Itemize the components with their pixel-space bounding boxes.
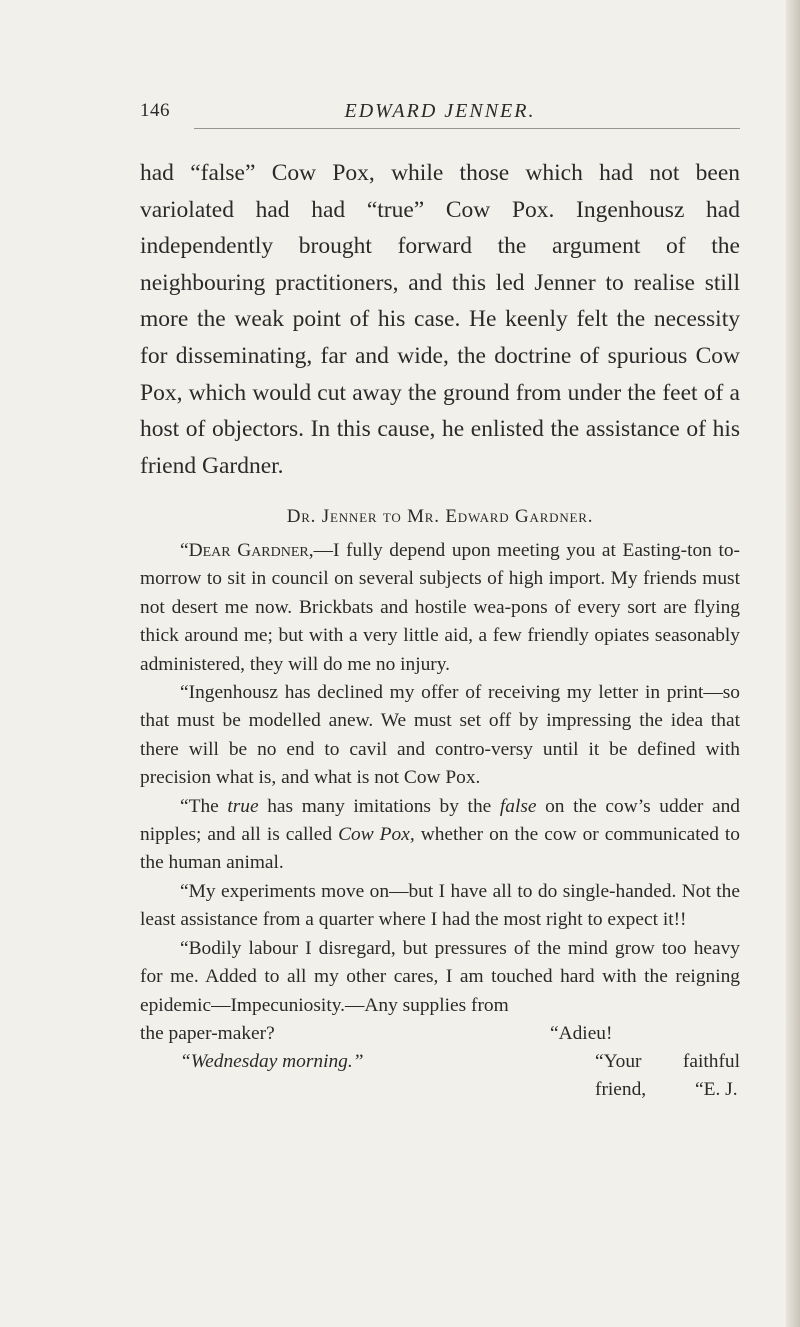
letter-paragraph-1 (140, 537, 740, 679)
p3-true-italic: true (227, 795, 259, 817)
page-number: 146 (140, 100, 170, 121)
letter-paragraph-1-text: —I fully depend upon meeting you at Easting-ton to-morrow to sit in council on several subjects of high import. My friends must not desert me now. Brickbats and hostile wea-pons of every sort are flying thick around me; but with a very little aid, a few friendly opiates seasonably administered, they will do me no injury. (140, 540, 740, 675)
header-rule (194, 128, 740, 129)
signature-row (140, 1078, 740, 1112)
salutation: “Dear Gardner, (180, 540, 314, 561)
signature: “E. J. (695, 1078, 738, 1100)
body-paragraph (140, 155, 740, 484)
page-edge-shadow (786, 0, 800, 1327)
running-title: EDWARD JENNER. (344, 100, 536, 122)
p3-false-italic: false (499, 795, 537, 817)
letter-paragraph-4: “My experiments move on—but I have all to do single-handed. Not the least assistance from a quarter where I had the most right to expect it!! (140, 880, 740, 931)
letter-paragraph-3 (140, 793, 740, 878)
p3-part-c: on the cow’s udder and nipples; and all is called (140, 795, 741, 846)
adieu: “Adieu! (550, 1022, 613, 1044)
p3-cowpox-italic: Cow Pox, (338, 824, 415, 846)
p3-part-d: whether on the cow or communicated to the human animal. (140, 824, 741, 874)
letter-body (140, 537, 740, 1112)
paper-maker-line: the paper-maker? (140, 1022, 275, 1044)
page-header (140, 100, 740, 130)
valediction: “Your faithful friend, (595, 1050, 740, 1101)
body-paragraph-text: had “false” Cow Pox, while those which had not been variolated had had “true” Cow Pox. Ingenhousz had independently brought forward the argument of the neighbouring practitioners, and this led Jenner to realise still more the weak point of his case. He keenly felt the necessity for disseminating, far and wide, the doctrine of spurious Cow Pox, which would cut away the ground from under the feet of a host of objectors. In this cause, he enlisted the assistance of his friend Gardner. (140, 160, 740, 479)
letter-heading: Dr. Jenner to Mr. Edward Gardner. (286, 506, 594, 527)
letter-paragraph-2: “Ingenhousz has declined my offer of receiving my letter in print—so that must be modelled anew. We must set off by impressing the idea that there will be no end to cavil and contro-versy until it be defined with precision what is, and what is not Cow Pox. (140, 682, 740, 789)
letter-paragraph-5: “Bodily labour I disregard, but pressures of the mind grow too heavy for me. Added to all my other cares, I am touched hard with the reigning epidemic—Impecuniosity.—Any supplies from (140, 937, 740, 1016)
p3-part-a: “The (180, 795, 228, 817)
p3-part-b: has many imitations by the (258, 795, 500, 817)
letter-date: “Wednesday morning.” (180, 1050, 364, 1072)
